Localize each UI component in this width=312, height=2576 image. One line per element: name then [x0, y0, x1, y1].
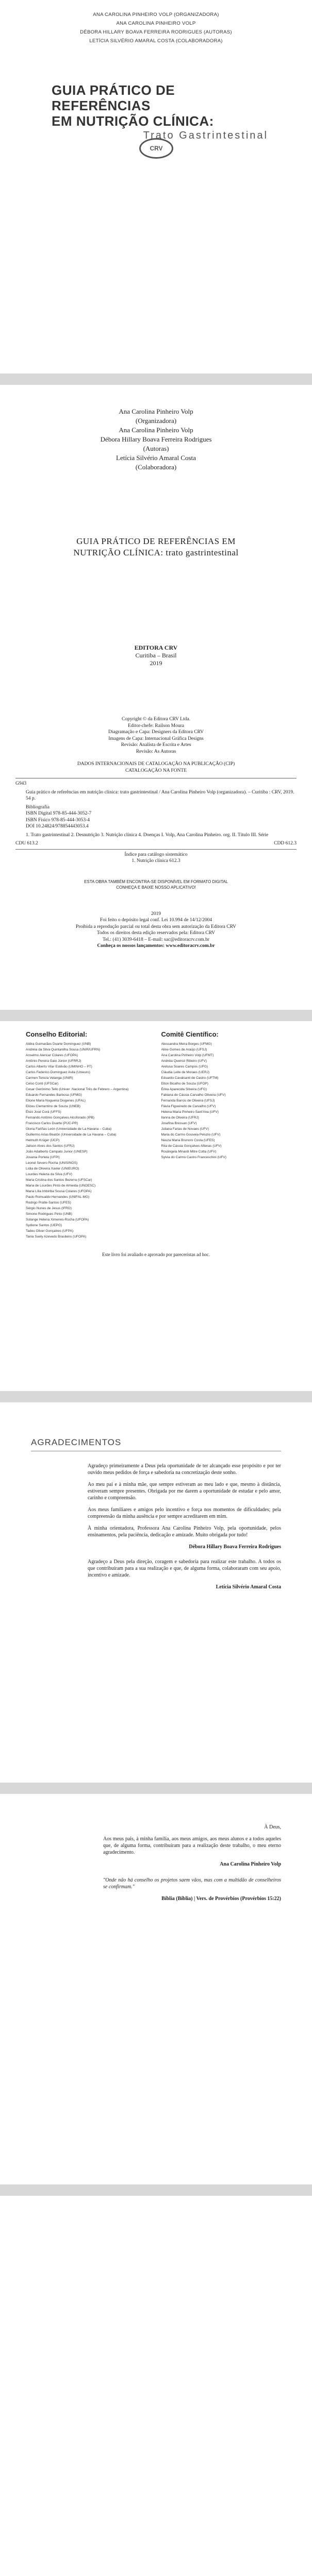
council-member-name: Leonel Severo Rocha (UNISINOS)	[26, 1161, 78, 1165]
copyright-block	[15, 716, 297, 950]
council-member-name: Eduardo Fernandes Barbosa (UFMG)	[26, 1093, 82, 1097]
editorial-council-title: Conselho Editorial:	[26, 1030, 88, 1038]
cover-title-block	[52, 82, 268, 142]
council-member-name: Paulo Romualdo Hernandes (UNIFAL-MG)	[26, 1195, 90, 1199]
page-separator	[0, 1391, 312, 1402]
council-member-name: Sylvia do Carmo Castro Franceschini (UFV)	[161, 1156, 226, 1159]
council-member-name: Ilanna de Oliveira (UFRJ)	[161, 1116, 199, 1120]
council-member-name: Juliana Farias de Novaes (UFV)	[161, 1127, 209, 1131]
publisher-city: Curitiba – Brasil	[135, 652, 177, 659]
council-member-name: Lídia de Oliveira Xavier (UNIEURO)	[26, 1167, 79, 1171]
org-line: (Organizadora)	[135, 417, 177, 425]
publisher-name: EDITORA CRV	[134, 644, 178, 651]
copyright-line: Diagramação e Capa: Designers da Editora CRV	[108, 730, 204, 735]
cover-authors	[0, 10, 312, 45]
council-member-name: Aline Gomes de Araújo (UFSJ)	[161, 1048, 207, 1052]
council-member-name: Ana Carolina Pinheiro Volp (UFMT)	[161, 1054, 214, 1057]
cdu-code: CDU 613.2	[15, 841, 38, 846]
council-member-name: Tadeu Oliver Gonçalves (UFPA)	[26, 1229, 73, 1233]
cip-subjects: 1. Trato gastrintestinal 2. Desnutrição 3. Nutrição clínica 4. Doenças I. Volp, Ana Carolina Pinheiro. org. II. Título III. Série	[26, 832, 269, 838]
council-member-name: Tania Suely Azevedo Brasileiro (UFOPA)	[26, 1235, 87, 1239]
council-note: Este livro foi avaliado e aprovado por pareceristas ad hoc.	[102, 1252, 210, 1257]
council-member-name: Cesar Gerónimo Tello (Univer .Nacional Três de Febrero – Argentina)	[26, 1088, 129, 1091]
publisher-block	[0, 644, 312, 667]
cover-subtitle: Trato Gastrintestinal	[143, 130, 268, 141]
copyright-year: 2019	[151, 911, 161, 917]
council-member-name: Neuza Maria Brunoro Costa (UFES)	[161, 1139, 215, 1142]
cip-text: Guia prático de referências em nutrição clínica: trato gastrintestinal / Ana Carolina Pinheiro Volp (organizadora). – Curitiba : CRV, 2019.	[26, 789, 294, 795]
council-member-name: Elton Bicalho de Souza (UFOP)	[161, 1082, 208, 1086]
catalog-index: Índice para catálogo sistemático	[124, 852, 188, 857]
council-member-name: Helena Maria Pinheiro Sant'Ana (UFV)	[161, 1110, 219, 1114]
rights-line: Conheça os nossos lançamentos: www.editoracrv.com.br	[97, 943, 215, 948]
cover-title-line1: GUIA PRÁTICO DE REFERÊNCIAS	[52, 82, 175, 113]
council-block	[26, 1030, 286, 1240]
cover-author-line: DÉBORA HILLARY BOAVA FERREIRA RODRIGUES (AUTORAS)	[80, 29, 232, 35]
council-member-name: Lourdes Helena da Silva (UFV)	[26, 1173, 72, 1176]
ack-signature: Débora Hillary Boava Ferreira Rodrigues	[189, 1544, 281, 1550]
council-member-name: Francisco Carlos Duarte (PUC-PR)	[26, 1122, 78, 1125]
rights-line: Todos os direitos desta edição reservados pela: Editora CRV	[96, 930, 216, 936]
cip-box	[15, 778, 297, 850]
cip-code: G943	[15, 781, 27, 786]
copyright-line: Copyright © da Editora CRV Ltda.	[122, 717, 190, 722]
council-member-name: Carlos Federico Dominguez Avila (Unieuro)	[26, 1071, 90, 1074]
council-member-name: Jailson Alves dos Santos (UFRJ)	[26, 1144, 75, 1148]
copyright-line: Revisão: As Autoras	[136, 749, 176, 754]
org-line: Letícia Silvério Amaral Costa	[116, 454, 196, 462]
publisher-year: 2019	[150, 659, 162, 667]
council-member-name: Elizeu Clementino de Souza (UNEB)	[26, 1105, 80, 1108]
org-line: Ana Carolina Pinheiro Volp	[119, 426, 193, 434]
ack-paragraph: À minha orientadora, Professora Ana Carolina Pinheiro Volp, pela oportunidade, pelos ensinamentos, pela paciência, dedicação e amizade. Muito obrigada por tudo!	[88, 1526, 281, 1538]
council-member-name: Érika Aparecida Silveira (UFG)	[161, 1088, 207, 1091]
council-member-name: Élsio José Corá (UFFS)	[26, 1110, 61, 1114]
council-member-name: Maria Lília Imbiriba Sousa Colares (UFOPA)	[26, 1190, 92, 1193]
council-member-name: Rita de Cássia Gonçalves Alfenas (UFV)	[161, 1144, 222, 1148]
council-member-name: Guillermo Arias Beatón (Universidade de La Havana – Cuba)	[26, 1133, 117, 1137]
cover-page	[0, 0, 312, 374]
council-member-name: Maria de Lourdes Pinto de Almeida (UNOESC)	[26, 1184, 96, 1188]
ack-paragraph: Aos meus familiares e amigos pelo incentivo e força nos momentos de dificuldades; pela compreensão da minha ausência e por sempre acreditarem em mim.	[88, 1507, 281, 1519]
title-page-line1: GUIA PRÁTICO DE REFERÊNCIAS EM	[76, 536, 236, 546]
dedication-block	[103, 1824, 281, 1902]
copyright-line: Imagens de Capa: Internacional Gráfica Designs	[108, 736, 204, 741]
council-member-name: Simone Rodrigues Pinto (UNB)	[26, 1212, 72, 1216]
ack-paragraph: Agradeço primeiramente a Deus pela oportunidade de ter alcançado esse propósito e por ter ouvido meus pedidos de força e sabedoria na concretização deste sonho.	[88, 1463, 281, 1476]
council-member-name: Sérgio Nunes de Jesus (IFRO)	[26, 1207, 72, 1210]
catalog-index-item: 1. Nutrição clínica 612.3	[132, 858, 180, 863]
council-member-name: João Adalberto Campato Junior (UNESP)	[26, 1150, 88, 1154]
cip-subtitle: CATALOGAÇÃO NA FONTE	[125, 768, 187, 773]
copyright-line: Editor-chefe: Railson Moura	[127, 723, 185, 728]
ack-signature: Letícia Silvério Amaral Costa	[216, 1584, 281, 1590]
rights-line: Tel.: (41) 3039-6418 – E-mail: sac@editoracrv.com.br	[103, 937, 209, 942]
council-member-name: Cláudia Leite de Moraes (UERJ)	[161, 1071, 210, 1074]
council-member-name: Gloria Fariñas León (Universidade de La Havana – Cuba)	[26, 1127, 112, 1131]
dedication-signature: Ana Carolina Pinheiro Volp	[220, 1861, 281, 1867]
council-member-name: Josania Portela (UFPI)	[26, 1156, 60, 1159]
council-member-name: Aldira Guimarães Duarte Domínguez (UNB)	[26, 1042, 91, 1046]
council-member-name: Rodrigo Pratte-Santos (UFES)	[26, 1201, 71, 1205]
page-separator	[0, 374, 312, 385]
cover-title-line2: EM NUTRIÇÃO CLÍNICA:	[52, 113, 214, 129]
org-line: Débora Hillary Boava Ferreira Rodrigues	[100, 435, 212, 443]
council-member-name: Alessandra Meira Borges (UFMG)	[161, 1042, 212, 1046]
cover-author-line: LETÍCIA SILVÉRIO AMARAL COSTA (COLABORADORA)	[89, 38, 223, 44]
council-member-name: Anselmo Alencar Colares (UFOPA)	[26, 1054, 78, 1057]
cip-isbn: ISBN Digital 978-85-444-3052-7	[26, 811, 92, 816]
council-member-name: Eduardo Cavalcanti de Castro (UFTM)	[161, 1076, 219, 1080]
council-member-name: Andréia da Silva Quintanilha Sousa (UNIR/UFRN)	[26, 1048, 101, 1052]
rights-line: Proibida a reprodução parcial ou total desta obra sem autorização da Editora CRV	[75, 924, 237, 929]
cdd-code: CDD 612.3	[274, 841, 297, 846]
council-member-name: Celso Conti (UFSCar)	[26, 1082, 59, 1086]
council-member-name: Fernanda Barros de Oliveira (UFSJ)	[161, 1099, 215, 1103]
council-member-name: Solange Helena Ximenes-Rocha (UFOPA)	[26, 1218, 89, 1222]
council-member-name: Fernando Antônio Gonçalves Alcoforado (IPB)	[26, 1116, 94, 1120]
cip-title: DADOS INTERNACIONAIS DE CATALOGAÇÃO NA PUBLICAÇÃO (CIP)	[77, 761, 235, 767]
epigraph-ref: Bíblia (Bíblia) | Vers. de Provérbios (Provérbios 15:22)	[161, 1896, 281, 1902]
council-member-name: Josefina Bressan (UFV)	[161, 1122, 197, 1125]
page-separator	[0, 1010, 312, 1021]
org-line: (Colaboradora)	[135, 463, 177, 471]
cip-doi: DOI 10.24824/978854443053.4	[26, 824, 89, 829]
cover-author-line: ANA CAROLINA PINHEIRO VOLP (ORGANIZADORA)	[93, 12, 219, 18]
acknowledgements-heading: AGRADECIMENTOS	[31, 1437, 122, 1447]
copyright-line: Revisão: Analista de Escrita e Artes	[121, 742, 191, 748]
epigraph: "Onde não há conselho os projetos saem vãos, mas com a multidão de conselheiros se confirmam."	[103, 1877, 281, 1890]
council-member-name: Rosângela Minardi Mitre Cotta (UFV)	[161, 1150, 217, 1154]
council-member-name: Carlos Alberto Vilar Estêvão (UMINHO – PT)	[26, 1065, 92, 1069]
council-member-name: Maria Cristina dos Santos Bezerra (UFSCar)	[26, 1178, 92, 1182]
council-member-name: Elione Maria Nogueira Diogenes (UFAL)	[26, 1099, 86, 1103]
council-member-name: Aretusa Soares Campos (UFG)	[161, 1065, 208, 1069]
page-separator	[0, 1783, 312, 1794]
dedication-text: Aos meus pais, à minha família, aos meus amigos, aos meus alunos e a todos aqueles que, de alguma forma, contribuíram para a realização deste trabalho, o meu eterno agradecimento.	[103, 1836, 281, 1855]
council-member-name: Antônio Pereira Gaio Júnior (UFRRJ)	[26, 1059, 81, 1063]
page-separator	[0, 2184, 312, 2196]
cip-bib: Bibliografia	[26, 804, 50, 810]
council-member-name: Helmuth Krüger (UCP)	[26, 1139, 60, 1142]
org-line: (Autoras)	[143, 445, 169, 452]
dedication-title: À Deus,	[264, 1824, 281, 1830]
acknowledgements-section	[31, 1437, 281, 1590]
editorial-council	[26, 1030, 151, 1240]
council-member-name: Carmen Tereza Velanga (UNIR)	[26, 1076, 73, 1080]
title-page-title	[0, 536, 312, 558]
title-page-line2: NUTRIÇÃO CLÍNICA: trato gastrintestinal	[73, 548, 239, 557]
cip-isbn2: ISBN Físico 978-85-444-3053-4	[26, 817, 90, 823]
title-org-block	[0, 407, 312, 472]
rights-line: Foi feito o depósito legal conf. Lei 10.994 de 14/12/2004	[100, 918, 212, 923]
council-member-name: Sydione Santos (UEPG)	[26, 1224, 62, 1227]
cover-author-line: ANA CAROLINA PINHEIRO VOLP	[116, 21, 196, 26]
digital-notice: ESTA OBRA TAMBÉM ENCONTRA-SE DISPONÍVEL EM FORMATO DIGITAL	[84, 879, 228, 884]
council-member-name: Fabiana de Cássia Carvalho Oliveira (UFV)	[161, 1093, 226, 1097]
scientific-committee	[161, 1030, 287, 1240]
council-member-name: Flávia Figueiredo de Carvalho (UFV)	[161, 1105, 216, 1108]
ack-paragraph: Ao meu pai e à minha mãe, que sempre estiveram ao meu lado e que, mesmo à distância, estiveram sempre presentes. Obrigada por me darem a oportunidade de estudar e pelo amor, carinho e compreensão.	[88, 1482, 281, 1501]
cip-pages: 54 p.	[26, 796, 36, 801]
ack-paragraph: Agradeço a Deus pela direção, coragem e sabedoria para realizar este trabalho. A todos os que contribuíram para a sua realização e que, de alguma forma, colaboraram com seu apoio, incentivo e amizade.	[88, 1559, 281, 1578]
council-member-name: Maria do Carmo Gouveia Peluzio (UFV)	[161, 1133, 221, 1137]
scientific-committee-title: Comitê Científico:	[161, 1030, 219, 1038]
council-member-name: Andréia Queiroz Ribeiro (UFV)	[161, 1059, 207, 1063]
app-notice: CONHEÇA E BAIXE NOSSO APLICATIVO!	[116, 885, 196, 890]
org-line: Ana Carolina Pinheiro Volp	[119, 408, 193, 415]
crv-logo: CRV	[139, 138, 173, 159]
